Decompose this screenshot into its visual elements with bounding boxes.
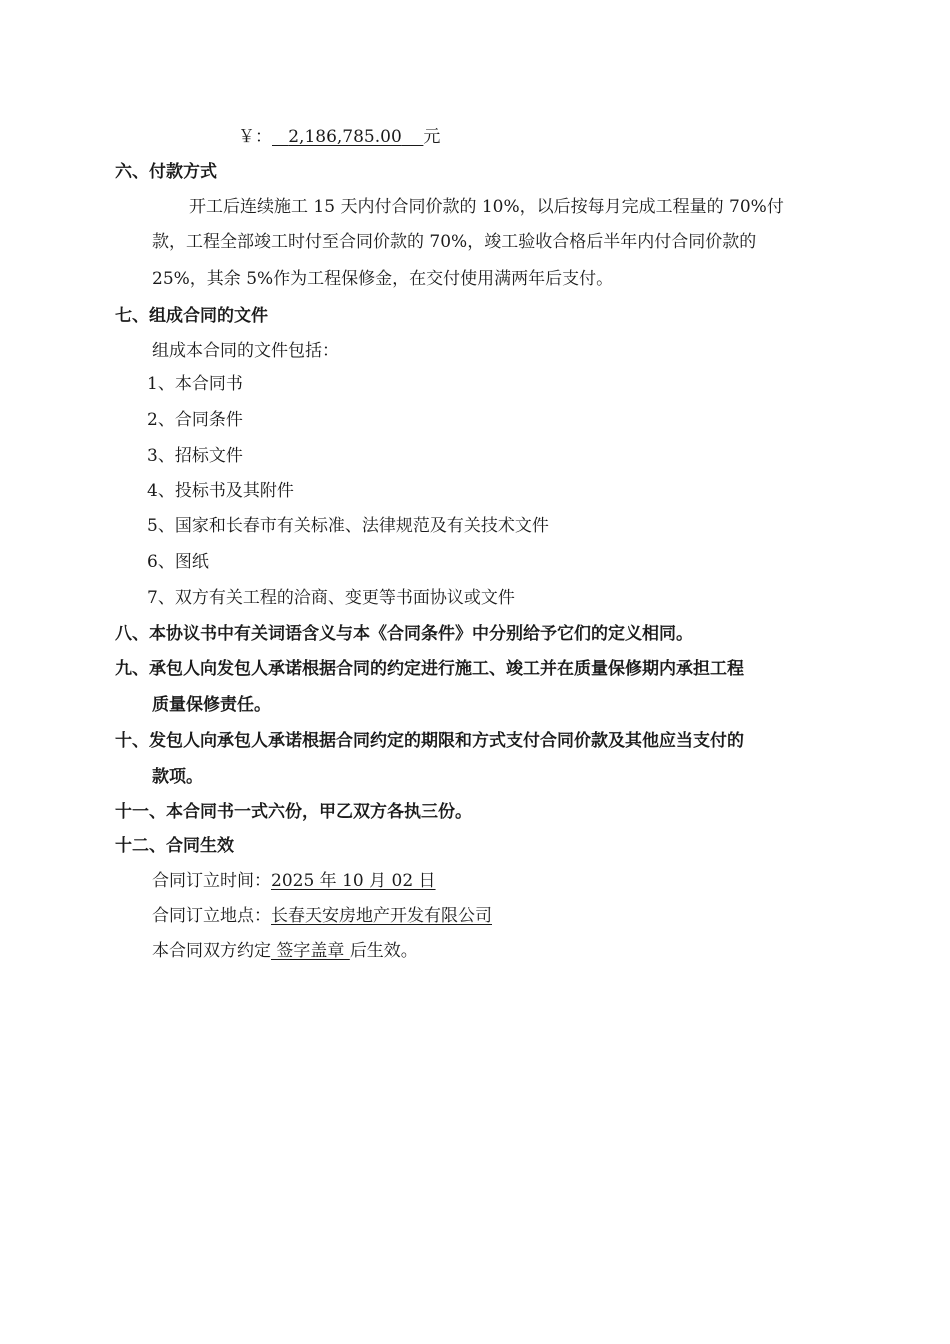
signing-place-value: 长春天安房地产开发有限公司 xyxy=(271,906,492,926)
document-item-1: 1、本合同书 xyxy=(147,374,243,394)
document-item-2: 2、合同条件 xyxy=(147,410,243,430)
effect-prefix: 本合同双方约定 xyxy=(152,941,271,961)
amount-unit: 元 xyxy=(423,127,441,147)
section-7-heading: 七、组成合同的文件 xyxy=(115,306,268,326)
document-item-7: 7、双方有关工程的洽商、变更等书面协议或文件 xyxy=(147,588,515,608)
section-6-heading: 六、付款方式 xyxy=(115,162,217,182)
section-9-line-1: 九、承包人向发包人承诺根据合同的约定进行施工、竣工并在质量保修期内承担工程 xyxy=(115,659,744,679)
signing-time-value: 2025 年 10 月 02 日 xyxy=(271,871,436,891)
payment-text-line-1: 开工后连续施工 15 天内付合同价款的 10%，以后按每月完成工程量的 70%付 xyxy=(189,197,784,217)
payment-text-line-2: 款，工程全部竣工时付至合同价款的 70%，竣工验收合格后半年内付合同价款的 xyxy=(152,232,757,252)
signing-place-line xyxy=(152,908,492,925)
section-9-line-2: 质量保修责任。 xyxy=(152,695,271,715)
documents-intro: 组成本合同的文件包括： xyxy=(152,341,339,361)
signing-place-label: 合同订立地点： xyxy=(152,906,271,926)
currency-label: ￥： xyxy=(238,127,272,147)
effect-line xyxy=(152,943,418,960)
section-10-line-2: 款项。 xyxy=(152,767,203,787)
effect-suffix: 后生效。 xyxy=(349,941,418,961)
contract-amount-line xyxy=(238,129,440,146)
section-11-text: 十一、本合同书一式六份，甲乙双方各执三份。 xyxy=(115,802,472,822)
signing-time-line xyxy=(152,873,436,890)
amount-number: 2,186,785.00 xyxy=(288,127,402,147)
section-12-heading: 十二、合同生效 xyxy=(115,836,234,856)
section-8-text: 八、本协议书中有关词语含义与本《合同条件》中分别给予它们的定义相同。 xyxy=(115,624,693,644)
document-item-3: 3、招标文件 xyxy=(147,446,243,466)
effect-condition: 签字盖章 xyxy=(271,941,350,961)
section-10-line-1: 十、发包人向承包人承诺根据合同约定的期限和方式支付合同价款及其他应当支付的 xyxy=(115,731,744,751)
signing-time-label: 合同订立时间： xyxy=(152,871,271,891)
document-item-5: 5、国家和长春市有关标准、法律规范及有关技术文件 xyxy=(147,516,549,536)
payment-text-line-3: 25%，其余 5%作为工程保修金，在交付使用满两年后支付。 xyxy=(152,269,614,289)
document-item-6: 6、图纸 xyxy=(147,552,209,572)
amount-value xyxy=(272,127,423,147)
document-item-4: 4、投标书及其附件 xyxy=(147,481,294,501)
